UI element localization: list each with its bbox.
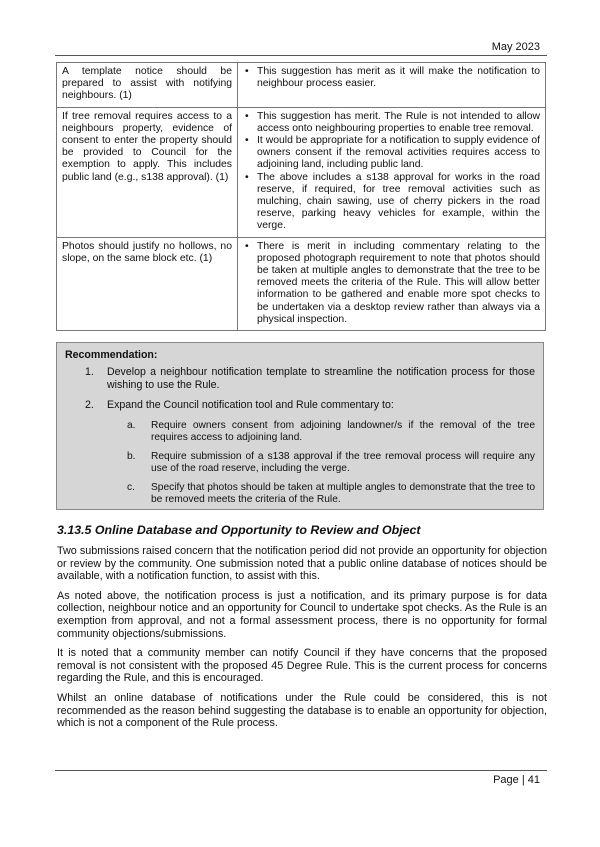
recommendation-subitem	[65, 451, 535, 475]
response-bullet: • There is merit in including commentary relating to the proposed photograph requirement to note that photos should be taken at multiple angles to demonstrate that the tree to be removed meets the criteria of the Rule. This will allow better information to be gathered and enable more spot checks to be undertaken via a desktop review rather than always via a physical inspection.	[257, 241, 540, 326]
recommendation-item	[65, 399, 535, 411]
submission-cell: A template notice should be prepared to assist with notifying neighbours. (1)	[57, 63, 238, 108]
header-rule	[55, 55, 547, 56]
subitem-letter: a.	[127, 419, 136, 431]
section-body	[57, 545, 547, 737]
response-cell	[238, 107, 546, 237]
footer-rule	[55, 770, 547, 771]
recommendation-subitem	[65, 420, 535, 444]
subitem-letter: c.	[127, 481, 135, 493]
item-number: 1.	[85, 366, 94, 379]
subitem-text: Require owners consent from adjoining landowner/s if the removal of the tree requires access to adjoining land.	[151, 419, 535, 443]
item-text: Expand the Council notification tool and Rule commentary to:	[107, 399, 394, 412]
subitem-letter: b.	[127, 450, 136, 462]
item-text: Develop a neighbour notification template to streamline the notification process for those wishing to use the Rule.	[107, 366, 535, 391]
recommendation-box	[56, 342, 544, 510]
table-row	[57, 107, 546, 237]
subitem-text: Specify that photos should be taken at multiple angles to demonstrate that the tree to be removed meets the criteria of the Rule.	[151, 481, 535, 505]
body-paragraph: As noted above, the notification process is just a notification, and its primary purpose is for data collection, neighbour notice and an opportunity for Council to undertake spot checks. As the Rule is an exemption from approval, and not a formal assessment process, there is no opportunity for formal community objections/submissions.	[57, 589, 547, 640]
table-row	[57, 63, 546, 108]
recommendation-subitem	[65, 482, 535, 506]
header-date: May 2023	[491, 41, 540, 53]
response-bullet: • It would be appropriate for a notification to supply evidence of owners consent if the removal activities requires access to adjoining land, including public land.	[257, 135, 540, 172]
response-bullet: • This suggestion has merit. The Rule is not intended to allow access onto neighbouring properties to enable tree removal.	[257, 111, 540, 135]
response-cell	[238, 237, 546, 330]
page-number: Page | 41	[493, 774, 540, 786]
recommendation-item	[65, 366, 535, 391]
submissions-table	[56, 62, 546, 331]
recommendation-title: Recommendation:	[65, 349, 158, 361]
response-cell	[238, 63, 546, 108]
body-paragraph: Whilst an online database of notifications under the Rule could be considered, this is not recommended as the reason behind suggesting the database is to enable an opportunity for objection, which is not a component of the Rule process.	[57, 691, 547, 730]
response-bullet: • The above includes a s138 approval for works in the road reserve, if required, for tree removal activities such as mulching, chain sawing, use of cherry pickers in the road reserve, parking heavy vehicles for example, within the verge.	[257, 172, 540, 233]
submission-cell: If tree removal requires access to a neighbours property, evidence of consent to enter the property should be provided to Council for the exemption to apply. This includes public land (e.g., s138 approval). (1)	[57, 107, 238, 237]
section-heading: 3.13.5 Online Database and Opportunity to Review and Object	[57, 523, 421, 537]
body-paragraph: It is noted that a community member can notify Council if they have concerns that the proposed removal is not consistent with the proposed 45 Degree Rule. This is the current process for concerns regarding the Rule, and this is encouraged.	[57, 647, 547, 685]
item-number: 2.	[85, 399, 94, 412]
subitem-text: Require submission of a s138 approval if the tree removal process will require any use of the road reserve, including the verge.	[151, 450, 535, 474]
body-paragraph: Two submissions raised concern that the notification period did not provide an opportunity for objection or review by the community. One submission noted that a public online database of notices should be available, with a notification function, to assist with this.	[57, 545, 547, 583]
submission-cell: Photos should justify no hollows, no slope, on the same block etc. (1)	[57, 237, 238, 330]
response-bullet: • This suggestion has merit as it will make the notification to neighbour process easier.	[257, 66, 540, 90]
table-row	[57, 237, 546, 330]
